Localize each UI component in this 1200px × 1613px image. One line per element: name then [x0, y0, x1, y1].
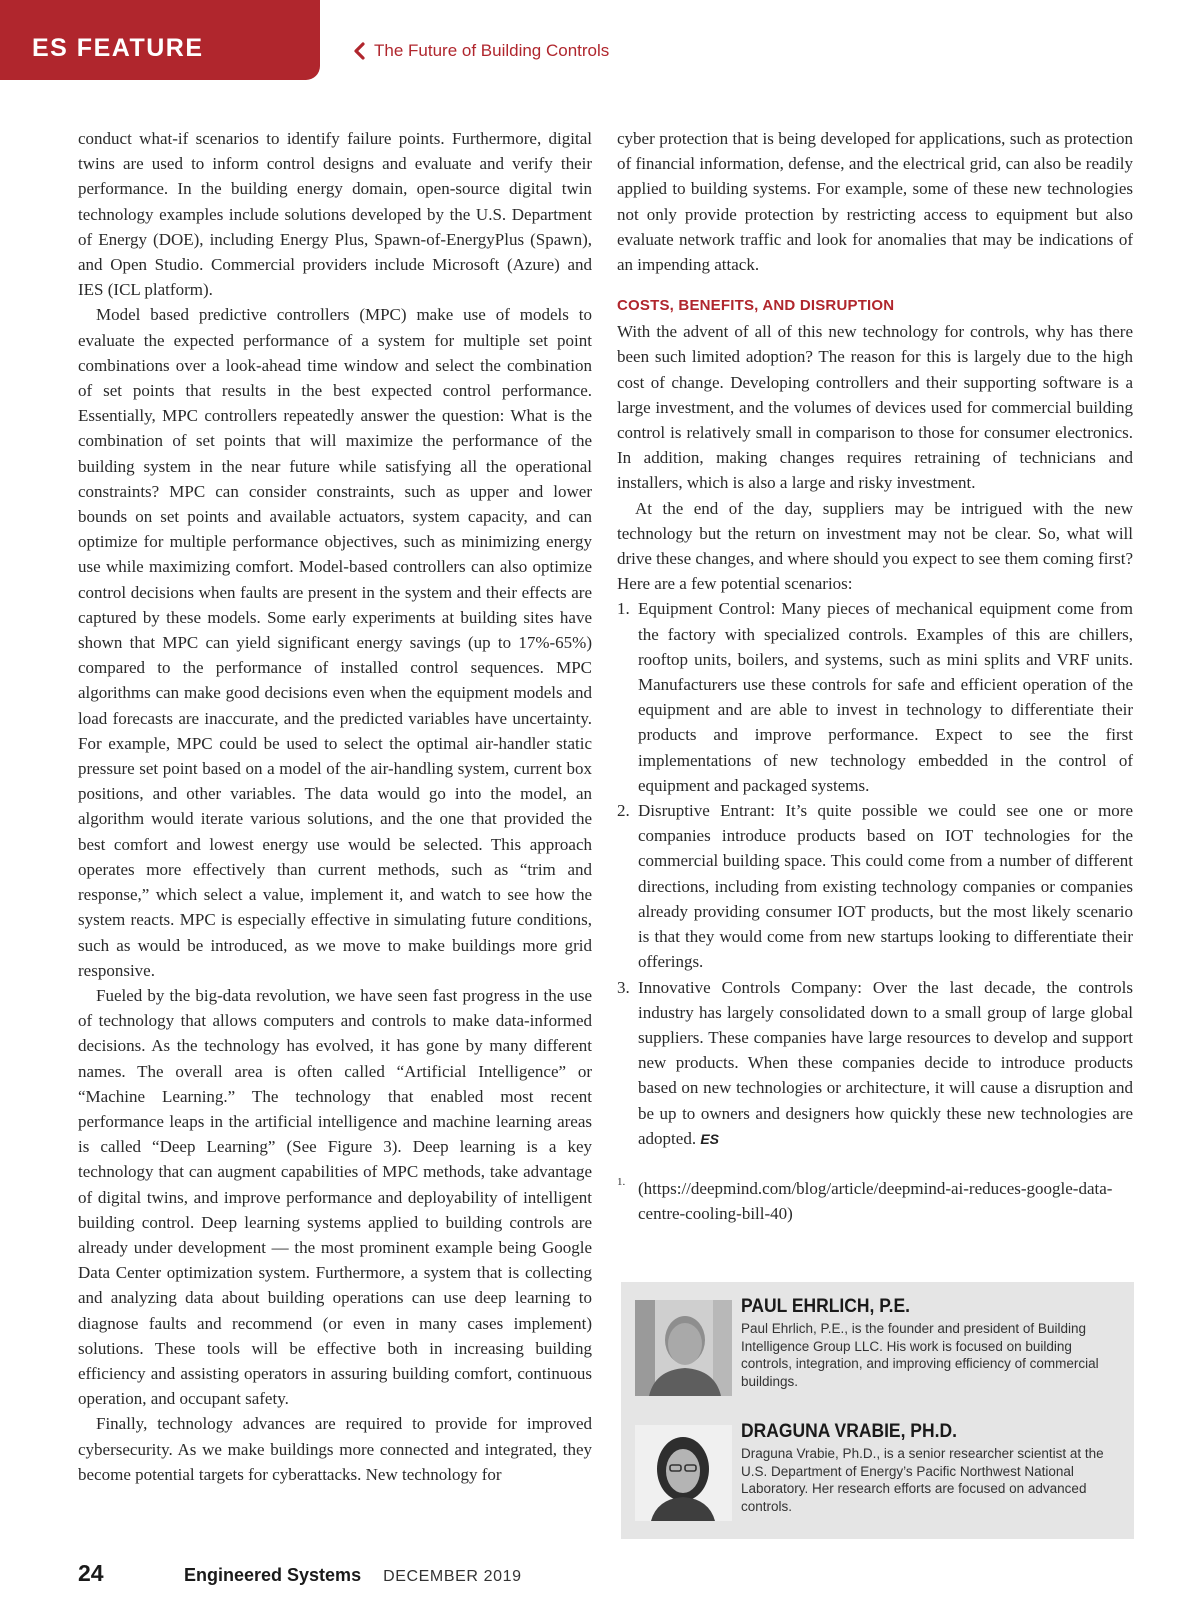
paragraph: Finally, technology advances are required to provide for improved cybersecurity. As we make buildings more connected and integrated, they become potential targets for cyberattacks. New technology for — [78, 1414, 592, 1484]
list-number: 1. — [617, 599, 630, 619]
author-description: Paul Ehrlich, P.E., is the founder and president of Building Intelligence Group LLC. His work is focused on building controls, integration, and improving efficiency of commercial buildings. — [741, 1321, 1099, 1389]
portrait-icon — [635, 1300, 732, 1396]
author-name: DRAGUNA VRABIE, PH.D. — [741, 1421, 957, 1442]
list-item — [617, 596, 1133, 798]
paragraph: conduct what-if scenarios to identify failure points. Furthermore, digital twins are used to inform control designs and evaluate and verify their performance. In the building energy domain, open-source digital twin technology examples include solutions developed by the U.S. Department of Energy (DOE), including Energy Plus, Spawn-of-EnergyPlus (Spawn), and Open Studio. Commercial providers include Microsoft (Azure) and IES (ICL platform). — [78, 129, 592, 300]
section-label: ES FEATURE — [32, 34, 204, 62]
page-number: 24 — [78, 1560, 104, 1586]
section-heading: COSTS, BENEFITS, AND DISRUPTION — [617, 297, 895, 315]
footnote — [617, 1176, 1133, 1226]
bio-text — [741, 1419, 1125, 1515]
portrait-icon — [635, 1425, 732, 1521]
footnote-number: 1. — [617, 1175, 626, 1188]
issue-date: DECEMBER 2019 — [383, 1568, 522, 1585]
paragraph: Fueled by the big-data revolution, we have seen fast progress in the use of technology that allows computers and controls to make data-informed decisions. As the technology has evolved, it has gone by many different names. The overall area is often called “Artificial Intelligence” or “Machine Learning.” The technology that enabled most recent performance leaps in the artificial intelligence and machine learning areas is called “Deep Learning” (See Figure 3). Deep learning is a key technology that can augment capabilities of MPC methods, take advantage of digital twins, and improve performance and deployability of intelligent building control. Deep learning systems applied to building controls are already under development — the most prominent example being Google Data Center optimization system. Furthermore, a system that is collecting and analyzing data about building operations can use deep learning to diagnose faults and recommend (or even in many cases implement) solutions. These tools will be effective both in increasing building efficiency and assisting operators in assuring building comfort, continuous operation, and occupant safety. — [78, 985, 592, 1409]
breadcrumb[interactable] — [352, 40, 609, 62]
end-mark: ES — [700, 1130, 720, 1147]
right-column — [617, 126, 1133, 1226]
paragraph: With the advent of all of this new technology for controls, why has there been such limited adoption? The reason for this is largely due to the high cost of change. Developing controllers and their supporting software is a large investment, and the volumes of devices used for commercial building control is relatively small in comparison to those for consumer electronics. In addition, making changes requires retraining of technicians and installers, which is also a large and risky investment. — [617, 322, 1133, 493]
author-photo — [635, 1300, 732, 1396]
author-description: Draguna Vrabie, Ph.D., is a senior researcher scientist at the U.S. Department of Energy’s Pacific Northwest National Laboratory. Her research efforts are focused on advanced controls. — [741, 1446, 1104, 1514]
author-bio — [635, 1419, 1125, 1519]
chevron-left-icon — [352, 42, 366, 60]
magazine-name: Engineered Systems — [184, 1565, 362, 1585]
list-item-text: Innovative Controls Company: Over the last decade, the controls industry has largely consolidated down to a small group of large global suppliers. These companies have large resources to develop and support new products. When these companies decide to introduce products based on new technologies or architecture, it will cause a disruption and be up to owners and designers how quickly these new technologies are adopted. — [638, 977, 1133, 1148]
breadcrumb-title: The Future of Building Controls — [374, 41, 610, 60]
list-item-text: Disruptive Entrant: It’s quite possible we could see one or more companies introduce products based on IOT technologies for the commercial building space. This could come from a number of different directions, including from existing technology companies or companies already providing consumer IOT products, but the most likely scenario is that they would come from new startups looking to differentiate their offerings. — [638, 801, 1133, 972]
paragraph: At the end of the day, suppliers may be intrigued with the new technology but the return on investment may not be clear. So, what will drive these changes, and where should you expect to see them coming first? Here are a few potential scenarios: — [617, 498, 1133, 594]
list-item-text: Equipment Control: Many pieces of mechanical equipment come from the factory with specialized controls. Examples of this are chillers, rooftop units, boilers, and systems, such as mini splits and VRF units. Manufacturers use these controls for safe and efficient operation of the equipment and are able to invest in technology to differentiate their products and improve performance. Expect to see the first implementations of new technology embedded in the control of equipment and packaged systems. — [638, 599, 1133, 795]
author-photo — [635, 1425, 732, 1521]
page-footer — [78, 1560, 522, 1590]
section-tab — [0, 0, 320, 80]
paragraph: cyber protection that is being developed for applications, such as protection of financial information, defense, and the electrical grid, can also be readily applied to building systems. For example, some of these new technologies not only provide protection by restricting access to equipment but also evaluate network traffic and look for anomalies that may be indications of an impending attack. — [617, 129, 1133, 275]
author-name: PAUL EHRLICH, P.E. — [741, 1296, 911, 1317]
author-bio-box — [621, 1282, 1134, 1539]
author-bio — [635, 1294, 1125, 1394]
list-number: 3. — [617, 977, 630, 997]
paragraph: Model based predictive controllers (MPC) make use of models to evaluate the expected performance of a system for multiple set point combinations over a look-ahead time window and select the combination of set points that results in the best expected control performance. Essentially, MPC controllers repeatedly answer the question: What is the combination of set points that will maximize the performance of the building system in the near future while satisfying all the operational constraints? MPC can consider constraints, such as upper and lower bounds on set points and available actuators, system capacity, and can optimize for multiple performance objectives, such as minimizing energy use while maximizing comfort. Model-based controllers can also optimize control decisions when faults are present in the system and their effects are captured by these models. Some early experiments at building sites have shown that MPC can yield significant energy savings (up to 17%-65%) compared to the performance of installed control sequences. MPC algorithms can make good decisions even when the equipment models and load forecasts are inaccurate, and the predicted variables have uncertainty. For example, MPC could be used to select the optimal air-handler static pressure set point based on a model of the air-handling system, current box positions, and other variables. The data would go into the model, an algorithm would iterate various solutions, and the one that provided the best comfort and lowest energy use would be selected. This approach operates more effectively than current methods, such as “trim and response,” which select a value, implement it, and watch to see how the system reacts. MPC is especially effective in simulating future conditions, such as would be introduced, as we move to make buildings more grid responsive. — [78, 305, 592, 980]
bio-text — [741, 1294, 1125, 1390]
list-number: 2. — [617, 801, 630, 821]
left-column — [78, 126, 592, 1487]
scenario-list — [617, 596, 1133, 1151]
list-item — [617, 798, 1133, 974]
list-item — [617, 975, 1133, 1152]
footnote-link[interactable]: (https://deepmind.com/blog/article/deepmind-ai-reduces-google-data-centre-cooling-bill-40) — [638, 1178, 1113, 1224]
